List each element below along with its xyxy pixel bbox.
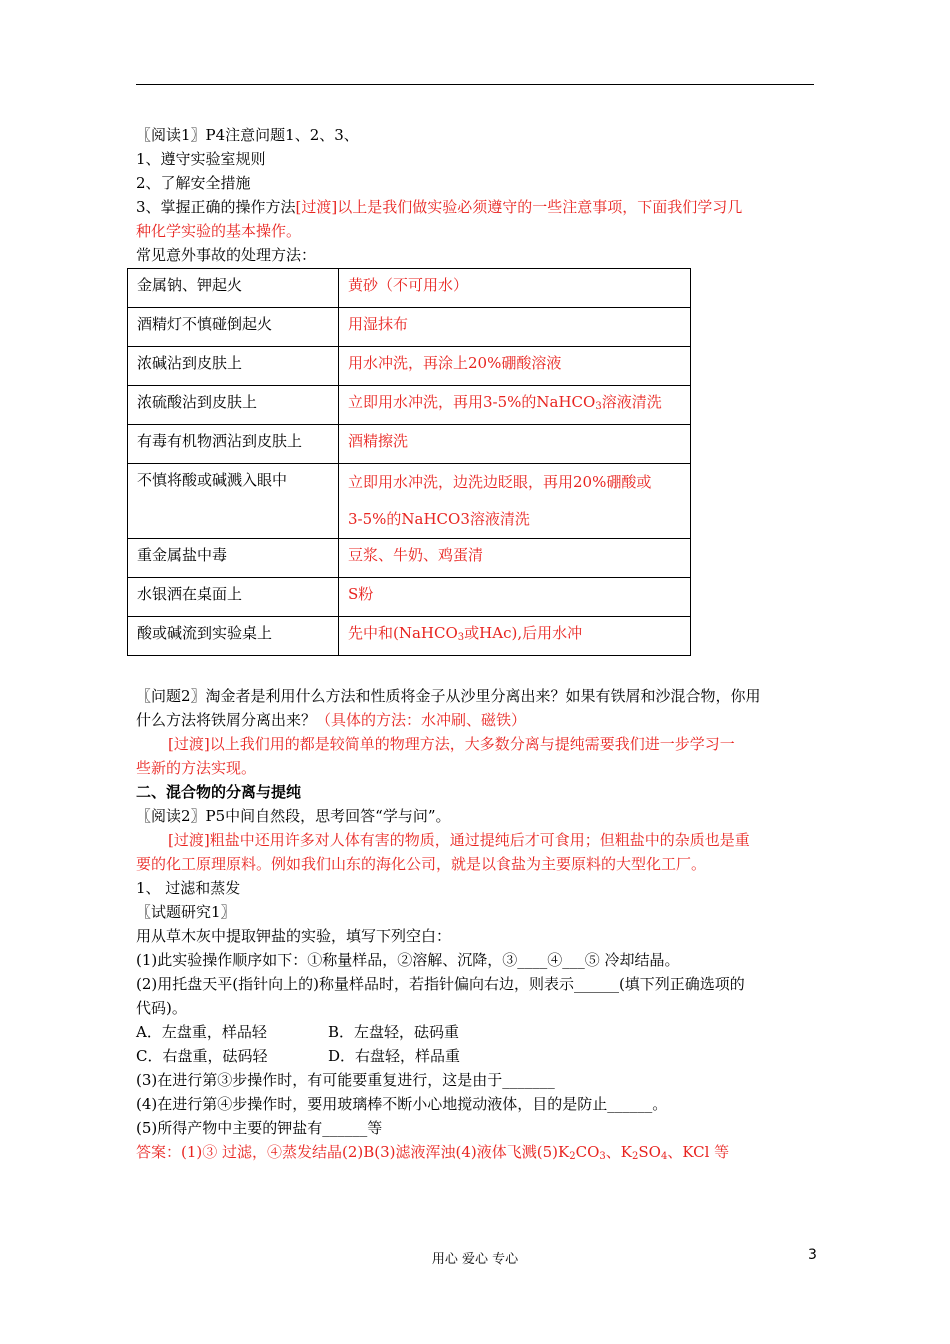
answer-text: 答案：(1)③ 过滤，④蒸发结晶(2)B(3)滤液浑浊(4)液体飞溅(5)K bbox=[136, 1143, 570, 1161]
header-rule bbox=[136, 84, 814, 85]
table-cell-method bbox=[339, 386, 691, 425]
exercise-intro: 用从草木灰中提取钾盐的实验，填写下列空白： bbox=[136, 927, 452, 945]
method-text: 3-5%的NaHCO3溶液清洗 bbox=[348, 510, 530, 528]
exercise-part-1: (1)此实验操作顺序如下：①称量样品，②溶解、沉降，③____④___⑤ 冷却结晶。 bbox=[136, 951, 680, 969]
option-a: A．左盘重，样品轻 bbox=[136, 1023, 267, 1041]
option-b: B．左盘轻，砝码重 bbox=[328, 1023, 460, 1041]
answer-line bbox=[136, 1140, 816, 1164]
read2-line: 〖阅读2〗P5中间自然段，思考回答“学与问”。 bbox=[136, 807, 451, 825]
table-row bbox=[128, 308, 691, 347]
transition-note-cont: 些新的方法实现。 bbox=[136, 759, 257, 777]
table-cell-method: 黄砂（不可用水） bbox=[339, 269, 691, 308]
option-c: C．右盘重，砝码轻 bbox=[136, 1047, 268, 1065]
transition-note-cont: 要的化工原理原料。例如我们山东的海化公司，就是以食盐为主要原料的大型化工厂。 bbox=[136, 855, 707, 873]
page-body bbox=[136, 123, 816, 1164]
exercise-part-4: (4)在进行第④步操作时，要用玻璃棒不断小心地搅动液体，目的是防止______。 bbox=[136, 1095, 668, 1113]
subscript: 3 bbox=[595, 401, 602, 412]
table-row bbox=[128, 464, 691, 539]
table-row bbox=[128, 425, 691, 464]
answer-text: SO bbox=[638, 1143, 661, 1161]
options-row bbox=[136, 1020, 816, 1044]
table-row bbox=[128, 386, 691, 425]
transition-note: [过渡]粗盐中还用许多对人体有害的物质，通过提纯后才可食用；但粗盐中的杂质也是重 bbox=[168, 831, 750, 849]
transition-note: [过渡]以上是我们做实验必须遵守的一些注意事项，下面我们学习几 bbox=[295, 198, 743, 216]
exercise-part-2: (2)用托盘天平(指针向上的)称量样品时，若指针偏向右边，则表示______(填下列正确选项的 bbox=[136, 975, 745, 993]
rule-item-2: 2、了解安全措施 bbox=[136, 174, 251, 192]
table-row bbox=[128, 347, 691, 386]
option-d: D．右盘轻，样品重 bbox=[328, 1047, 461, 1065]
table-cell-case: 浓硫酸沾到皮肤上 bbox=[128, 386, 339, 425]
question-2-text: 什么方法将铁屑分离出来？ bbox=[136, 711, 317, 729]
table-cell-case: 水银洒在桌面上 bbox=[128, 578, 339, 617]
table-cell-case: 重金属盐中毒 bbox=[128, 539, 339, 578]
page-number: 3 bbox=[808, 1247, 817, 1263]
table-cell-case: 酒精灯不慎碰倒起火 bbox=[128, 308, 339, 347]
footer-text: 用心 爱心 专心 bbox=[431, 1252, 519, 1267]
read1-line: 〖阅读1〗P4注意问题1、2、3、 bbox=[136, 126, 359, 144]
rule-item-3-text: 3、掌握正确的操作方法 bbox=[136, 198, 296, 216]
transition-note: [过渡]以上我们用的都是较简单的物理方法，大多数分离与提纯需要我们进一步学习一 bbox=[168, 735, 735, 753]
table-cell-method: 酒精擦洗 bbox=[339, 425, 691, 464]
table-cell-method bbox=[339, 464, 691, 539]
spacer bbox=[136, 656, 816, 684]
table-cell-case: 浓碱沾到皮肤上 bbox=[128, 347, 339, 386]
subscript: 2 bbox=[569, 1151, 576, 1162]
method-text: 溶液清洗 bbox=[601, 393, 662, 411]
table-cell-case: 金属钠、钾起火 bbox=[128, 269, 339, 308]
subscript: 4 bbox=[660, 1151, 668, 1162]
table-cell-method: S粉 bbox=[339, 578, 691, 617]
exercise-part-3: (3)在进行第③步操作时，有可能要重复进行，这是由于_______ bbox=[136, 1071, 555, 1089]
options-row bbox=[136, 1044, 816, 1068]
rule-item-1: 1、遵守实验室规则 bbox=[136, 150, 266, 168]
study-label: 〖试题研究1〗 bbox=[136, 903, 236, 921]
subscript: 3 bbox=[457, 632, 465, 643]
table-cell-method: 豆浆、牛奶、鸡蛋清 bbox=[339, 539, 691, 578]
method-text: 或HAc),后用水冲 bbox=[464, 624, 583, 642]
question-2-cont bbox=[136, 708, 816, 732]
table-cell-case: 酸或碱流到实验桌上 bbox=[128, 617, 339, 656]
subscript: 3 bbox=[599, 1151, 606, 1162]
rule-item-3 bbox=[136, 195, 816, 219]
accident-table-title: 常见意外事故的处理方法： bbox=[136, 246, 317, 264]
method-text: 先中和(NaHCO bbox=[348, 624, 458, 642]
method-text: 立即用水冲洗，再用3-5%的NaHCO bbox=[348, 393, 596, 411]
section-heading: 二、混合物的分离与提纯 bbox=[136, 783, 302, 801]
table-cell-case: 不慎将酸或碱溅入眼中 bbox=[128, 464, 339, 539]
question-2-answer: （具体的方法：水冲刷、磁铁） bbox=[316, 711, 527, 729]
exercise-part-5: (5)所得产物中主要的钾盐有______等 bbox=[136, 1119, 383, 1137]
table-row bbox=[128, 617, 691, 656]
question-2: 〖问题2〗淘金者是利用什么方法和性质将金子从沙里分离出来？如果有铁屑和沙混合物，你用 bbox=[136, 687, 761, 705]
subscript: 2 bbox=[632, 1151, 639, 1162]
answer-text: CO bbox=[575, 1143, 600, 1161]
accident-table bbox=[127, 268, 691, 656]
answer-text: 、K bbox=[605, 1143, 632, 1161]
table-cell-method bbox=[339, 617, 691, 656]
answer-text: 、KCl 等 bbox=[667, 1143, 730, 1161]
method-text: 立即用水冲洗，边洗边眨眼，再用20%硼酸或 bbox=[348, 473, 652, 491]
table-row bbox=[128, 269, 691, 308]
table-cell-method: 用湿抹布 bbox=[339, 308, 691, 347]
transition-note-cont: 种化学实验的基本操作。 bbox=[136, 222, 302, 240]
table-cell-method: 用水冲洗，再涂上20%硼酸溶液 bbox=[339, 347, 691, 386]
exercise-part-2-cont: 代码)。 bbox=[136, 999, 187, 1017]
table-row bbox=[128, 539, 691, 578]
table-cell-case: 有毒有机物洒沾到皮肤上 bbox=[128, 425, 339, 464]
subsection-heading: 1、 过滤和蒸发 bbox=[136, 879, 241, 897]
table-row bbox=[128, 578, 691, 617]
